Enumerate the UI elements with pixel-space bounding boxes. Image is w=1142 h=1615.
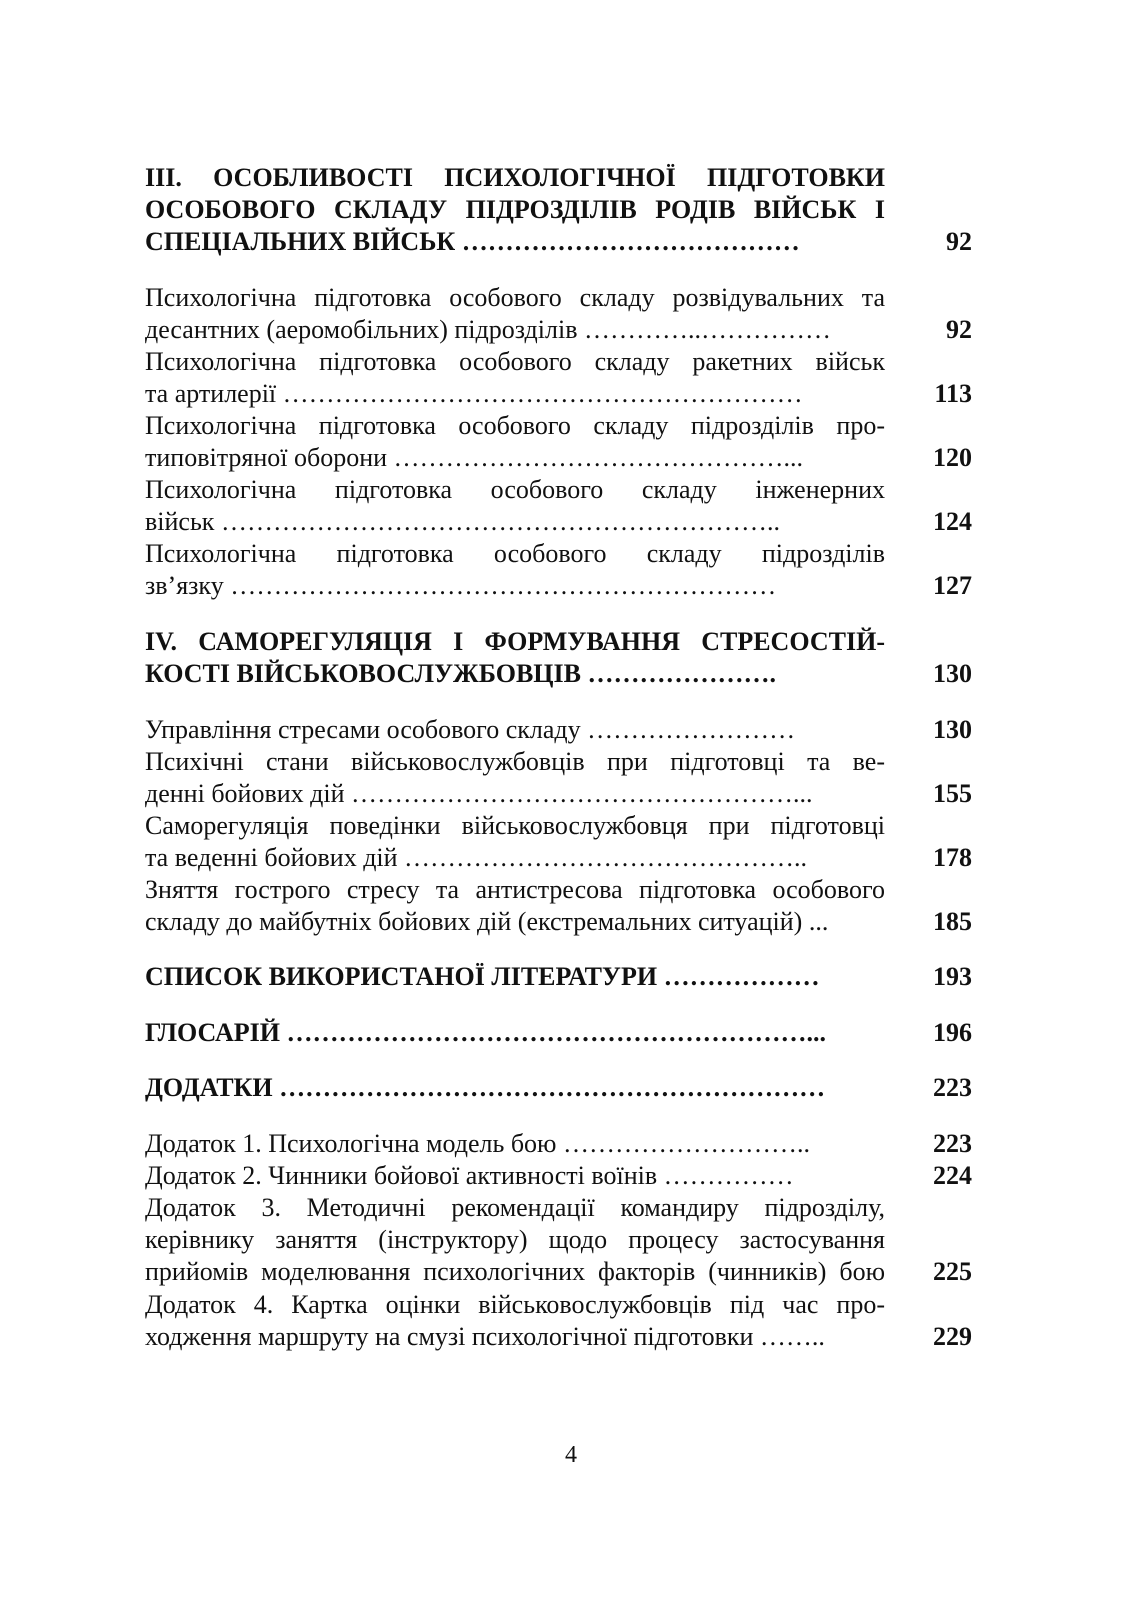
page-number: 4 (565, 1442, 577, 1468)
toc-entry-line: та веденні бойових дій ……………………………………….. (145, 843, 808, 872)
toc-entry-line: Додаток 1. Психологічна модель бою ……………………….. (145, 1129, 810, 1158)
toc-page-number: 193 (933, 962, 972, 991)
toc-entry-line: Управління стресами особового складу …………………… (145, 715, 796, 744)
toc-entry-line: десантних (аеромобільних) підрозділів …………..…………… (145, 315, 831, 344)
toc-section-heading-line: ІІІ. ОСОБЛИВОСТІ ПСИХОЛОГІЧНОЇ ПІДГОТОВКИ (145, 163, 885, 192)
toc-entry-line: Саморегуляція поведінки військовослужбовця при підготовці (145, 811, 885, 840)
toc-section-heading-line: КОСТІ ВІЙСЬКОВОСЛУЖБОВЦІВ …………………. (145, 659, 776, 688)
toc-entry-line: Психологічна підготовка особового складу розвідувальних та (145, 283, 885, 312)
toc-entry-line: Психологічна підготовка особового складу ракетних військ (145, 347, 885, 376)
toc-section-heading-line: ДОДАТКИ ……………………………………………………… (145, 1073, 826, 1102)
toc-page-number: 130 (933, 715, 972, 744)
toc-entry-line: та артилерії …………………………………………………… (145, 379, 803, 408)
toc-page-number: 127 (933, 571, 972, 600)
toc-entry-line: денні бойових дій ……………………………………………... (145, 779, 813, 808)
toc-entry-line: типовітряної оборони ………………………………………... (145, 443, 804, 472)
toc-entry-line: Психологічна підготовка особового складу підрозділів про- (145, 411, 885, 440)
toc-entry-line: Додаток 2. Чинники бойової активності воїнів …………… (145, 1161, 794, 1190)
toc-page-number: 185 (933, 907, 972, 936)
toc-entry-line: ходження маршруту на смузі психологічної підготовки …….. (145, 1322, 825, 1351)
toc-section-heading-line: ГЛОСАРІЙ ……………………………………………………... (145, 1018, 827, 1047)
toc-entry-line: Зняття гострого стресу та антистресова підготовка особового (145, 875, 885, 904)
toc-entry-line: Додаток 3. Методичні рекомендації командиру підрозділу, (145, 1193, 885, 1222)
toc-entry-line: Додаток 4. Картка оцінки військовослужбовців під час про- (145, 1290, 885, 1319)
toc-entry-line: Психологічна підготовка особового складу підрозділів (145, 539, 885, 568)
toc-page-number: 92 (946, 227, 972, 256)
toc-page-number: 124 (933, 507, 972, 536)
toc-section-heading-line: СПЕЦІАЛЬНИХ ВІЙСЬК ………………………………… (145, 227, 800, 256)
toc-entry-line: Психологічна підготовка особового складу інженерних (145, 475, 885, 504)
toc-page-number: 223 (933, 1129, 972, 1158)
toc-entry-line: керівнику заняття (інструктору) щодо процесу застосування (145, 1225, 885, 1254)
toc-page-number: 229 (933, 1322, 972, 1351)
toc-page-number: 130 (933, 659, 972, 688)
toc-entry-line: військ ……………………………………………………….. (145, 507, 780, 536)
toc-page-number: 223 (933, 1073, 972, 1102)
toc-entry-line: складу до майбутніх бойових дій (екстремальних ситуацій) ... (145, 907, 829, 936)
toc-page-number: 178 (933, 843, 972, 872)
toc-page-number: 224 (933, 1161, 972, 1190)
toc-entry-line: Психічні стани військовослужбовців при підготовці та ве- (145, 747, 885, 776)
toc-section-heading-line: ОСОБОВОГО СКЛАДУ ПІДРОЗДІЛІВ РОДІВ ВІЙСЬК І (145, 195, 885, 224)
toc-page-number: 155 (933, 779, 972, 808)
toc-section-heading-line: IV. САМОРЕГУЛЯЦІЯ І ФОРМУВАННЯ СТРЕСОСТІЙ- (145, 627, 885, 656)
toc-page-number: 113 (934, 379, 972, 408)
toc-section-heading-line: СПИСОК ВИКОРИСТАНОЇ ЛІТЕРАТУРИ ……………… (145, 962, 820, 991)
toc-entry-line: зв’язку ……………………………………………………… (145, 571, 777, 600)
toc-page-number: 225 (933, 1257, 972, 1286)
toc-page-number: 196 (933, 1018, 972, 1047)
toc-page-number: 120 (933, 443, 972, 472)
toc-entry-line: прийомів моделювання психологічних факторів (чинників) бою (145, 1257, 885, 1286)
toc-page-number: 92 (946, 315, 972, 344)
